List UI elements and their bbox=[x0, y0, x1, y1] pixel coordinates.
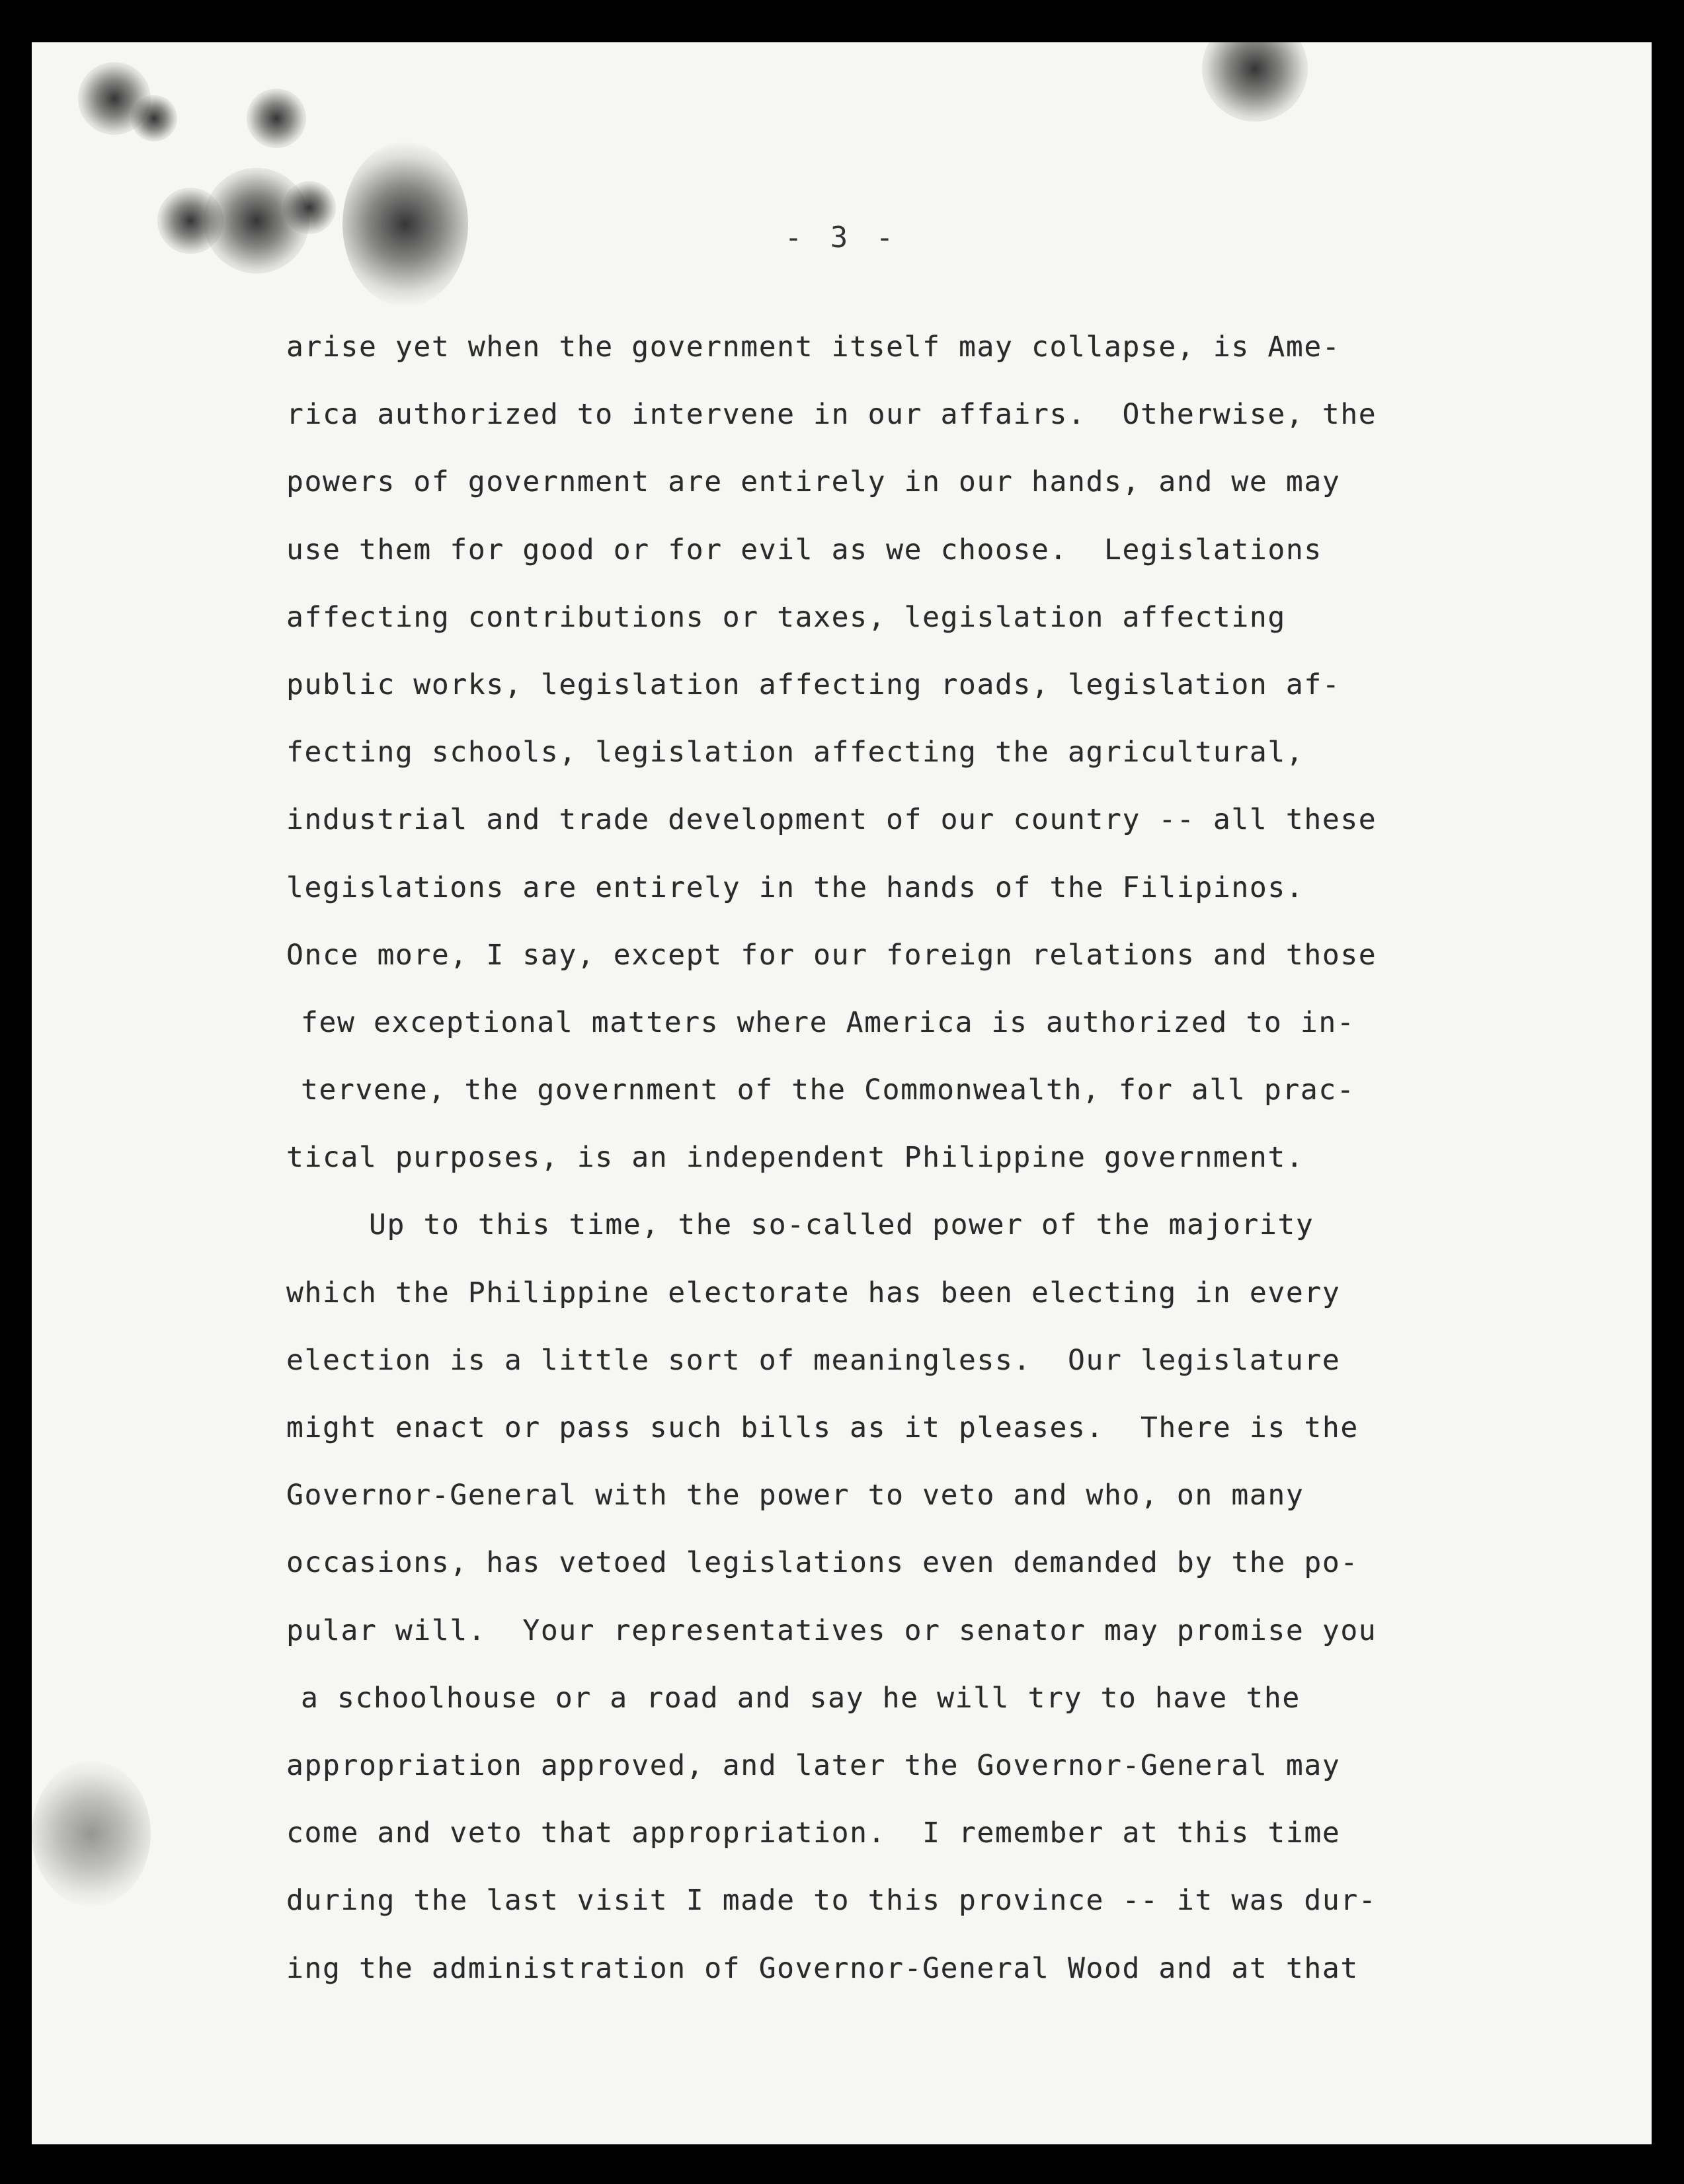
text-line: Governor-General with the power to veto and who, on many bbox=[286, 1479, 1304, 1512]
text-line: Up to this time, the so-called power of the majority bbox=[369, 1208, 1314, 1242]
text-line: pular will. Your representatives or senator may promise you bbox=[286, 1614, 1377, 1647]
body-text bbox=[286, 313, 1543, 2002]
text-line: rica authorized to intervene in our affairs. Otherwise, the bbox=[286, 398, 1377, 432]
text-line: tical purposes, is an independent Philippine government. bbox=[286, 1141, 1304, 1175]
text-line: appropriation approved, and later the Governor-General may bbox=[286, 1748, 1341, 1782]
text-line: fecting schools, legislation affecting the agricultural, bbox=[286, 736, 1304, 769]
text-line: occasions, has vetoed legislations even demanded by the po- bbox=[286, 1546, 1359, 1580]
text-line: powers of government are entirely in our hands, and we may bbox=[286, 465, 1341, 499]
text-line: arise yet when the government itself may collapse, is Ame- bbox=[286, 331, 1341, 364]
text-line: come and veto that appropriation. I remember at this time bbox=[286, 1816, 1341, 1850]
page-number: - 3 - bbox=[784, 221, 899, 254]
text-line: which the Philippine electorate has been electing in every bbox=[286, 1276, 1341, 1309]
ink-blot bbox=[32, 1761, 151, 1906]
ink-blot bbox=[1202, 42, 1308, 122]
ink-blot bbox=[131, 95, 177, 141]
text-line: public works, legislation affecting roads, legislation af- bbox=[286, 668, 1341, 701]
text-line: few exceptional matters where America is authorized to in- bbox=[301, 1005, 1355, 1039]
text-line: might enact or pass such bills as it pleases. There is the bbox=[286, 1411, 1359, 1444]
document-page bbox=[32, 42, 1652, 2144]
text-line: industrial and trade development of our country -- all these bbox=[286, 803, 1377, 837]
text-line: use them for good or for evil as we choose. Legislations bbox=[286, 533, 1322, 566]
text-line: a schoolhouse or a road and say he will try to have the bbox=[301, 1681, 1301, 1715]
ink-blot bbox=[247, 89, 306, 148]
text-line: election is a little sort of meaningless. Our legislature bbox=[286, 1343, 1341, 1377]
text-line: affecting contributions or taxes, legislation affecting bbox=[286, 600, 1286, 634]
text-line: ing the administration of Governor-General Wood and at that bbox=[286, 1951, 1359, 1985]
text-line: legislations are entirely in the hands of the Filipinos. bbox=[286, 871, 1304, 904]
text-line: during the last visit I made to this province -- it was dur- bbox=[286, 1884, 1377, 1918]
text-line: tervene, the government of the Commonwealth, for all prac- bbox=[301, 1073, 1355, 1107]
text-line: Once more, I say, except for our foreign relations and those bbox=[286, 938, 1377, 972]
